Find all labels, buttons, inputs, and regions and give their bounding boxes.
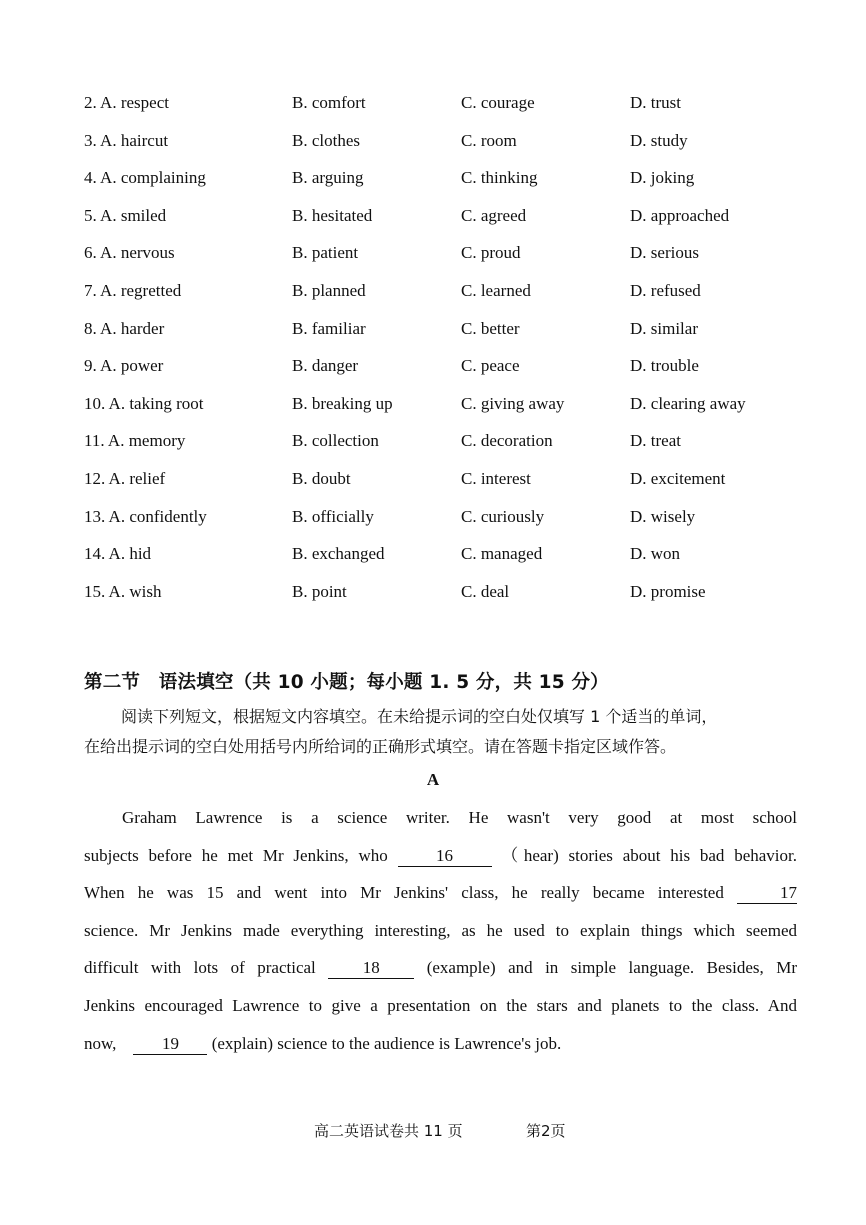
option-d: D. approached bbox=[630, 205, 730, 225]
choice-row bbox=[84, 539, 804, 577]
choice-row bbox=[84, 238, 804, 276]
option-c: C. curiously bbox=[461, 506, 545, 526]
blank-18: 18 bbox=[328, 958, 414, 979]
option-c: C. proud bbox=[461, 243, 521, 263]
option-c: C. room bbox=[461, 130, 517, 150]
passage-line-6 bbox=[84, 994, 797, 1018]
option-c: C. interest bbox=[461, 468, 531, 488]
option-d: D. refused bbox=[630, 280, 701, 300]
instruction-line-2: 在给出提示词的空白处用括号内所给词的正确形式填空。请在答题卡指定区域作答。 bbox=[84, 737, 677, 756]
option-c: C. better bbox=[461, 318, 520, 338]
option-b: B. exchanged bbox=[292, 544, 385, 564]
option-a: 10. A. taking root bbox=[84, 393, 204, 413]
option-c: C. courage bbox=[461, 93, 535, 112]
choice-row bbox=[84, 88, 804, 126]
option-c: C. managed bbox=[461, 544, 543, 564]
option-b: B. breaking up bbox=[292, 393, 393, 413]
option-d: D. trouble bbox=[630, 356, 699, 376]
option-a: 12. A. relief bbox=[84, 468, 166, 488]
option-c: C. agreed bbox=[461, 205, 527, 225]
passage-text: science. Mr Jenkins made everything interesting, as he used to explain things which seemed bbox=[84, 921, 797, 940]
option-d: D. serious bbox=[630, 243, 699, 263]
option-c: C. giving away bbox=[461, 393, 565, 413]
option-b: B. patient bbox=[292, 243, 359, 263]
section-title: 第二节 语法填空（共 10 小题；每小题 1. 5 分，共 15 分） bbox=[84, 672, 609, 693]
blank-17: 17 bbox=[737, 883, 797, 904]
option-b: B. familiar bbox=[292, 318, 366, 338]
passage-line-4 bbox=[84, 919, 797, 943]
passage-text: now, bbox=[84, 1034, 121, 1053]
option-c: C. thinking bbox=[461, 168, 538, 188]
choice-row bbox=[84, 276, 804, 314]
option-d: D. treat bbox=[630, 431, 681, 451]
option-b: B. collection bbox=[292, 431, 379, 451]
blank-19: 19 bbox=[133, 1034, 207, 1055]
option-d: D. promise bbox=[630, 581, 706, 601]
option-c: C. peace bbox=[461, 356, 520, 376]
choices-list bbox=[84, 88, 804, 614]
option-a: 2. A. respect bbox=[84, 93, 169, 112]
option-b: B. planned bbox=[292, 280, 366, 300]
option-d: D. similar bbox=[630, 318, 698, 338]
option-c: C. decoration bbox=[461, 431, 553, 451]
instruction-line-1: 阅读下列短文，根据短文内容填空。在未给提示词的空白处仅填写 1 个适当的单词， bbox=[121, 707, 718, 726]
option-b: B. danger bbox=[292, 356, 359, 376]
option-b: B. clothes bbox=[292, 130, 360, 150]
choice-row bbox=[84, 464, 804, 502]
option-d: D. won bbox=[630, 544, 681, 564]
passage-text: When he was 15 and went into Mr Jenkins' class, he really became interested bbox=[84, 883, 737, 902]
option-d: D. joking bbox=[630, 168, 695, 188]
option-b: B. arguing bbox=[292, 168, 364, 188]
choice-row bbox=[84, 201, 804, 239]
option-c: C. deal bbox=[461, 581, 510, 601]
option-b: B. hesitated bbox=[292, 205, 373, 225]
passage-line-7 bbox=[84, 1032, 797, 1056]
passage-text: difficult with lots of practical bbox=[84, 958, 329, 977]
option-a: 13. A. confidently bbox=[84, 506, 207, 526]
option-d: D. study bbox=[630, 130, 688, 150]
option-a: 14. A. hid bbox=[84, 544, 152, 564]
choice-row bbox=[84, 314, 804, 352]
option-d: D. trust bbox=[630, 93, 681, 112]
option-a: 11. A. memory bbox=[84, 431, 186, 451]
option-a: 5. A. smiled bbox=[84, 205, 167, 225]
passage-text: (example) and in simple language. Besides, Mr bbox=[414, 958, 797, 977]
option-b: B. point bbox=[292, 581, 347, 601]
choice-row bbox=[84, 426, 804, 464]
option-d: D. clearing away bbox=[630, 393, 746, 413]
option-a: 15. A. wish bbox=[84, 581, 162, 601]
option-a: 6. A. nervous bbox=[84, 243, 175, 263]
passage-text: (explain) science to the audience is Lawrence's job. bbox=[207, 1034, 562, 1053]
passage-line-1 bbox=[84, 806, 797, 830]
option-c: C. learned bbox=[461, 280, 531, 300]
option-a: 8. A. harder bbox=[84, 318, 165, 338]
option-a: 3. A. haircut bbox=[84, 130, 169, 150]
option-b: B. officially bbox=[292, 506, 374, 526]
passage-line-5 bbox=[84, 956, 797, 980]
option-b: B. doubt bbox=[292, 468, 351, 488]
passage-text: subjects before he met Mr Jenkins, who bbox=[84, 846, 398, 865]
passage-text: Graham Lawrence is a science writer. He wasn't very good at most school bbox=[122, 808, 797, 827]
choice-row bbox=[84, 126, 804, 164]
passage-label: A bbox=[426, 770, 440, 789]
option-d: D. excitement bbox=[630, 468, 726, 488]
footer-exam-info: 高二英语试卷共 11 页 bbox=[314, 1122, 463, 1140]
choice-row bbox=[84, 163, 804, 201]
passage-text: Jenkins encouraged Lawrence to give a presentation on the stars and planets to the class. And bbox=[84, 996, 797, 1015]
passage-line-2 bbox=[84, 844, 797, 868]
passage-text: （hear) stories about his bad behavior. bbox=[491, 846, 797, 865]
option-d: D. wisely bbox=[630, 506, 696, 526]
option-a: 9. A. power bbox=[84, 356, 164, 376]
choice-row bbox=[84, 577, 804, 615]
choice-row bbox=[84, 502, 804, 540]
blank-16: 16 bbox=[398, 846, 492, 867]
option-a: 7. A. regretted bbox=[84, 280, 182, 300]
choice-row bbox=[84, 389, 804, 427]
option-b: B. comfort bbox=[292, 93, 366, 112]
passage-line-3 bbox=[84, 881, 797, 905]
choice-row bbox=[84, 351, 804, 389]
option-a: 4. A. complaining bbox=[84, 168, 206, 188]
footer-page-number: 第2页 bbox=[526, 1122, 566, 1140]
